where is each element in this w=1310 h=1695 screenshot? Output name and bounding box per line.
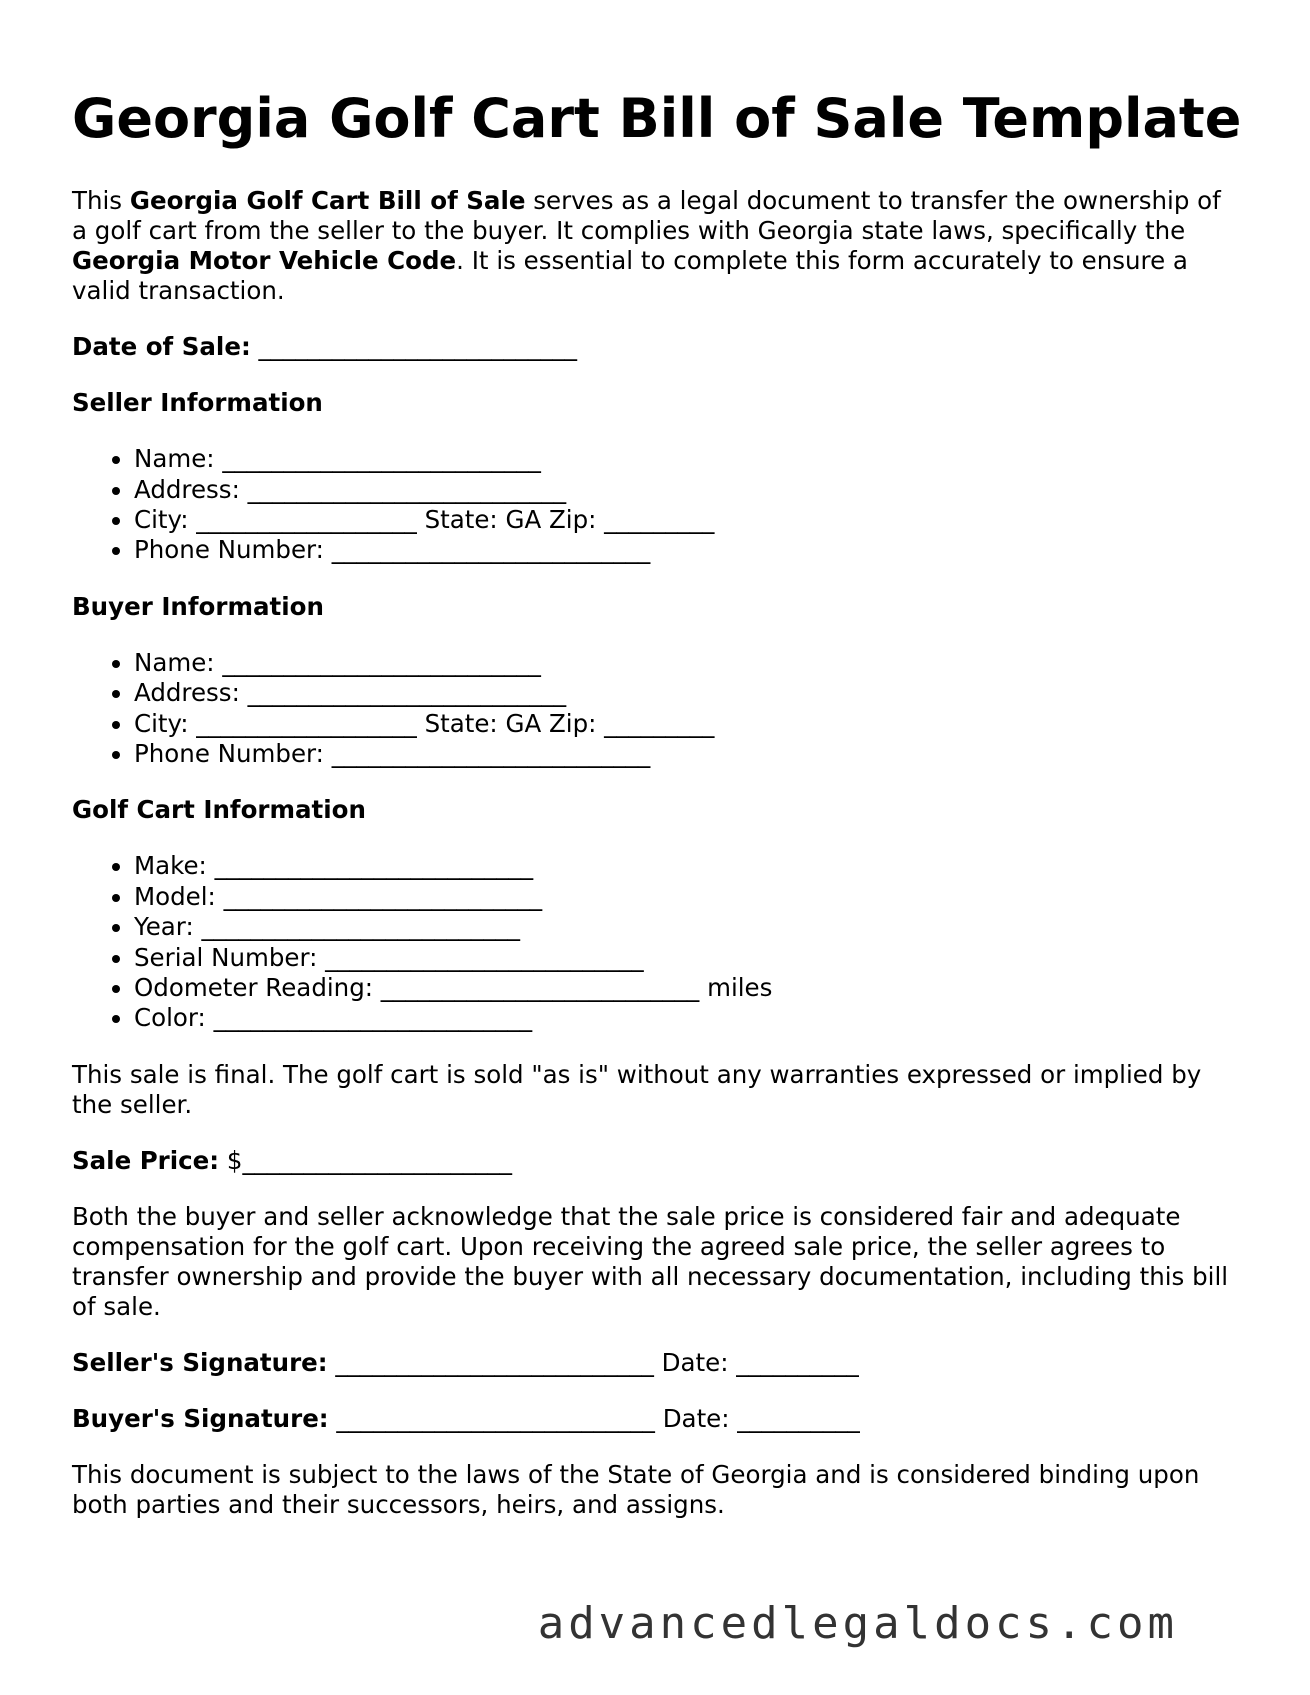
buyer-name-field[interactable]: • Name: __________________________ [134,648,1242,678]
buyer-phone-field[interactable]: • Phone Number: __________________________ [134,739,1242,769]
seller-phone-field[interactable]: • Phone Number: __________________________ [134,535,1242,565]
seller-list [72,444,1242,566]
seller-city-state-zip-field[interactable]: • City: __________________ State: GA Zip: _________ [134,505,1242,535]
cart-make-field[interactable]: • Make: __________________________ [134,851,1242,881]
seller-heading: Seller Information [72,388,323,418]
cart-serial-field[interactable]: • Serial Number: __________________________ [134,943,1242,973]
acknowledge-paragraph: Both the buyer and seller acknowledge that the sale price is considered fair and adequate compensation for the golf cart. Upon receiving the agreed sale price, the seller agrees to transfer ownership and provide the buyer with all necessary documentation, including this bill of sale. [72,1201,1229,1321]
cart-list [72,851,1242,1033]
cart-model-field[interactable]: • Model: __________________________ [134,882,1242,912]
intro-text-2: serves as a legal document to transfer the ownership of a golf cart from the seller to the buyer. It complies with Georgia state laws, specifically the [72,186,1221,246]
seller-name-field[interactable]: • Name: __________________________ [134,444,1242,474]
intro-text-3: . It is essential to complete this form accurately to ensure a valid transaction. [72,246,1188,306]
buyer-signature-field[interactable] [72,1404,1242,1434]
date-of-sale-label: Date of Sale: [72,332,251,362]
seller-signature-label: Seller's Signature: [72,1347,328,1377]
date-of-sale-blank[interactable]: __________________________ [258,332,578,362]
sale-price-label: Sale Price: [72,1145,220,1175]
intro-bold-form-name: Georgia Golf Cart Bill of Sale [129,186,526,216]
document-title: Georgia Golf Cart Bill of Sale Template [72,87,1242,150]
cart-year-field[interactable]: • Year: __________________________ [134,912,1242,942]
buyer-heading: Buyer Information [72,591,324,621]
final-sale-paragraph: This sale is final. The golf cart is sold "as is" without any warranties expressed or implied by the seller. [72,1059,1202,1119]
seller-signature-blank[interactable]: __________________________ Date: __________ [335,1347,859,1377]
intro-text-1: This [72,186,130,216]
cart-heading: Golf Cart Information [72,795,366,825]
buyer-city-state-zip-field[interactable]: • City: __________________ State: GA Zip: _________ [134,709,1242,739]
intro-paragraph [72,186,1242,306]
seller-signature-field[interactable] [72,1348,1242,1378]
date-of-sale-field[interactable] [72,332,1242,362]
brand-watermark: advancedlegaldocs.com [537,1598,1178,1649]
buyer-address-field[interactable]: • Address: __________________________ [134,678,1242,708]
cart-color-field[interactable]: • Color: __________________________ [134,1003,1242,1033]
buyer-signature-blank[interactable]: __________________________ Date: __________ [336,1403,860,1433]
buyer-list [72,648,1242,770]
intro-bold-code-name: Georgia Motor Vehicle Code [72,246,457,276]
closing-paragraph: This document is subject to the laws of the State of Georgia and is considered binding upon both parties and their successors, heirs, and assigns. [72,1459,1200,1519]
sale-price-blank[interactable]: $______________________ [226,1145,512,1175]
buyer-signature-label: Buyer's Signature: [72,1403,329,1433]
sale-price-field[interactable] [72,1146,1242,1176]
seller-address-field[interactable]: • Address: __________________________ [134,475,1242,505]
document-page [72,88,1242,1546]
cart-odometer-field[interactable]: • Odometer Reading: __________________________ miles [134,973,1242,1003]
